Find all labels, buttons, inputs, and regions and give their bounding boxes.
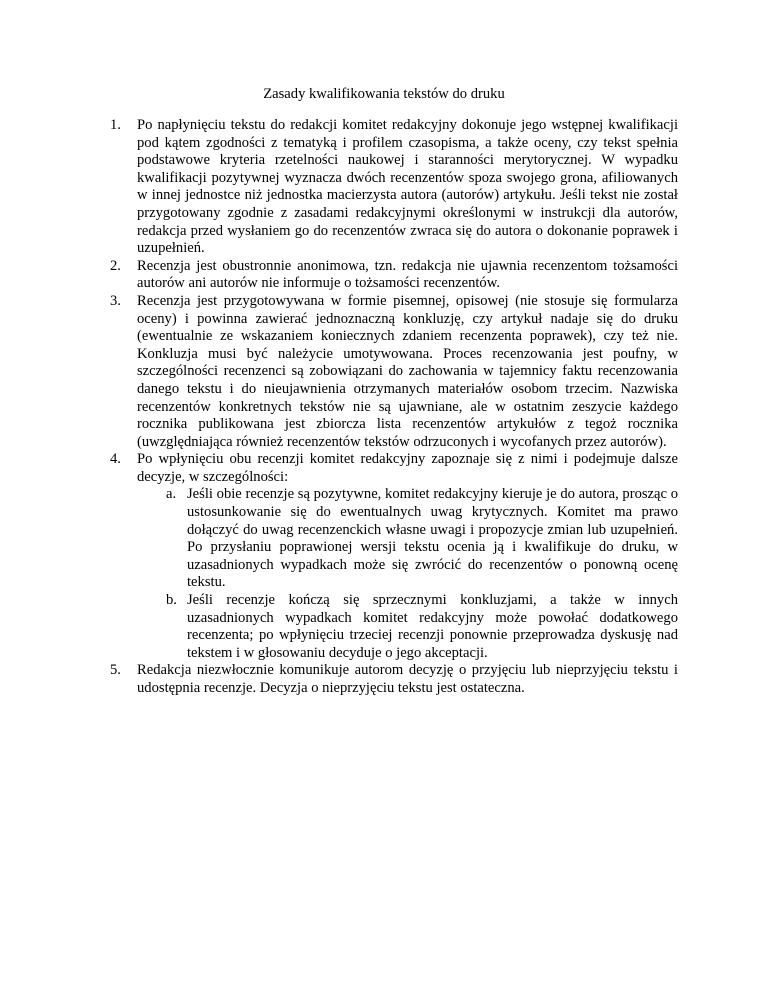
rule-text: Recenzja jest obustronnie anonimowa, tzn. redakcja nie ujawnia recenzentom tożsamości autorów ani autorów nie informuje o tożsamości recenzentów. [137,257,678,292]
rule-number: 3. [110,292,121,309]
rule-text: Po napłynięciu tekstu do redakcji komitet redakcyjny dokonuje jego wstępnej kwalifikacji pod kątem zgodności z tematyką i profilem czasopisma, a także oceny, czy tekst spełnia podstawowe kryteria rzetelności naukowej i staranności merytorycznej. W wypadku kwalifikacji pozytywnej wyznacza dwóch recenzentów spoza swojego grona, afiliowanych w innej jednostce niż jednostka macierzysta autora (autorów) artykułu. Jeśli tekst nie został przygotowany zgodnie z zasadami redakcyjnymi określonymi w instrukcji dla autorów, redakcja przed wysłaniem go do recenzentów zwraca się do autora o dokonanie poprawek i uzupełnień. [137,117,678,257]
rules-list [110,117,678,698]
rule-item-5 [110,662,678,697]
rule-text: Redakcja niezwłocznie komunikuje autorom decyzję o przyjęciu lub nieprzyjęciu tekstu i udostępnia recenzje. Decyzja o nieprzyjęciu tekstu jest ostateczna. [137,662,678,696]
subitem-letter: a. [166,486,177,503]
rule-item-4 [110,451,678,662]
rule-text: Po wpłynięciu obu recenzji komitet redakcyjny zapoznaje się z nimi i podejmuje dalsze decyzje, w szczególności: [137,451,678,485]
rule-item-2 [110,257,678,293]
rule-text: Recenzja jest przygotowywana w formie pisemnej, opisowej (nie stosuje się formularza oceny) i powinna zawierać jednoznaczną konkluzję, czy artykuł nadaje się do druku (ewentualnie ze wskazaniem koniecznych zdaniem recenzenta poprawek), czy też nie. Konkluzja musi być należycie umotywowana. Proces recenzowania jest poufny, w szczególności recenzenci są zobowiązani do zachowania w tajemnicy faktu recenzowania danego tekstu i do nieujawnienia otrzymanych materiałów osobom trzecim. Nazwiska recenzentów konkretnych tekstów nie są ujawniane, ale w ostatnim zeszycie każdego rocznika publikowana jest zbiorcza lista recenzentów artykułów z tegoż rocznika (uwzględniająca również recenzentów tekstów odrzuconych i wycofanych przez autorów). [137,292,678,450]
rule-number: 1. [110,117,121,133]
rule-number: 5. [110,662,121,679]
document-title: Zasady kwalifikowania tekstów do druku [263,86,505,102]
subitem-text: Jeśli obie recenzje są pozytywne, komitet redakcyjny kieruje je do autora, prosząc o ustosunkowanie się do ewentualnych uwag krytycznych. Komitet ma prawo dołączyć do uwag recenzenckich własne uwagi i propozycje zmian lub uzupełnień. Po przysłaniu poprawionej wersji tekstu ocenia ją i kwalifikuje do druku, w uzasadnionych wypadkach może się zwrócić do recenzentów o ponowną ocenę tekstu. [187,486,678,591]
subitem-letter: b. [166,592,177,609]
rule-item-3 [110,292,678,451]
rule-number: 2. [110,257,121,274]
rule-item-1 [110,117,678,258]
rule-subitems-list [137,486,678,662]
rule-subitem-a [166,486,678,592]
rule-subitem-b [166,592,678,662]
rule-number: 4. [110,451,121,468]
subitem-text: Jeśli recenzje kończą się sprzecznymi konkluzjami, a także w innych uzasadnionych wypadkach komitet redakcyjny może powołać dodatkowego recenzenta; po wpłynięciu trzeciej recenzji ponownie przeprowadza dyskusję nad tekstem i w głosowaniu decyduje o jego akceptacji. [187,592,678,661]
